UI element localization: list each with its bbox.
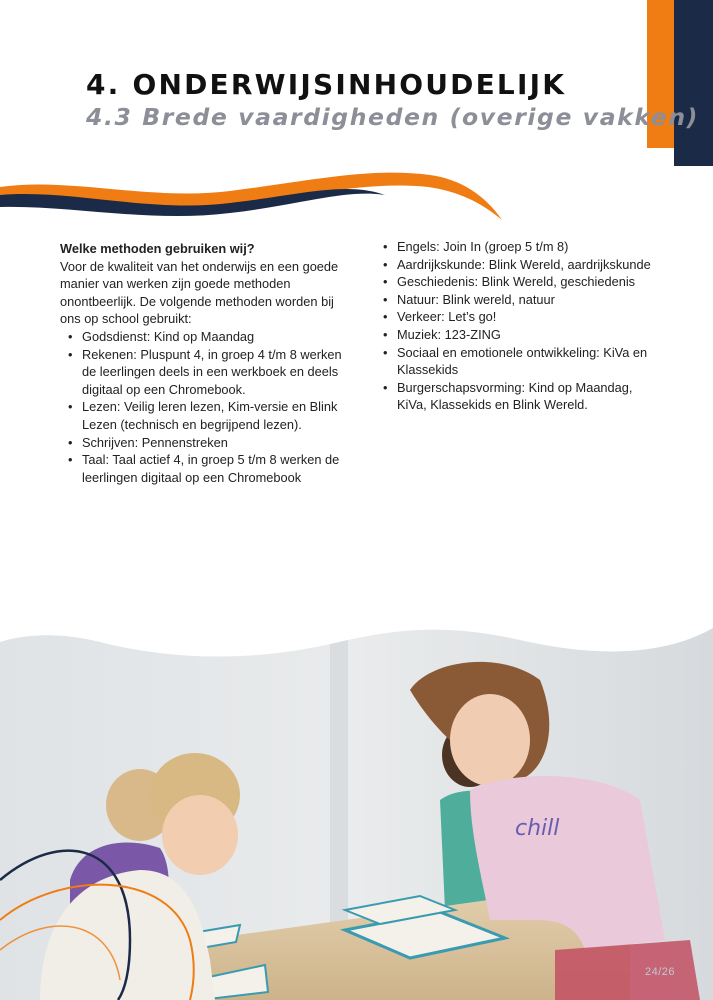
page-title: 4. ONDERWIJSINHOUDELIJK [86,68,567,101]
methods-list-right [375,238,665,414]
svg-text:chill: chill [515,816,560,841]
methods-column-left [60,240,350,486]
accent-bar-navy [674,0,713,166]
wave-swoosh-decoration [0,165,520,230]
classroom-photo [0,620,713,1000]
list-item: • Lezen: Veilig leren lezen, Kim-versie en Blink Lezen (technisch en begrijpend lezen). [82,398,350,433]
methods-column-right [375,238,665,414]
list-item: • Aardrijkskunde: Blink Wereld, aardrijkskunde [397,256,665,274]
methods-intro: Voor de kwaliteit van het onderwijs en een goede manier van werken zijn goede methoden onontbeerlijk. De volgende methoden worden bij ons op school gebruikt: [60,258,339,327]
list-item: • Engels: Join In (groep 5 t/m 8) [397,238,665,256]
list-item: • Taal: Taal actief 4, in groep 5 t/m 8 werken de leerlingen digitaal op een Chromebook [82,451,350,486]
methods-list-left [60,328,350,486]
list-item: • Rekenen: Pluspunt 4, in groep 4 t/m 8 werken de leerlingen deels in een werkboek en deels digitaal op een Chromebook. [82,346,350,399]
list-item: • Burgerschapsvorming: Kind op Maandag, KiVa, Klassekids en Blink Wereld. [397,379,665,414]
list-item: • Verkeer: Let’s go! [397,308,665,326]
methods-heading: Welke methoden gebruiken wij? [60,241,255,256]
list-item: • Geschiedenis: Blink Wereld, geschiedenis [397,273,665,291]
page-subtitle: 4.3 Brede vaardigheden (overige vakken) [86,103,699,131]
page-number: 24/26 [645,966,676,978]
list-item: • Natuur: Blink wereld, natuur [397,291,665,309]
list-item: • Sociaal en emotionele ontwikkeling: KiVa en Klassekids [397,344,665,379]
list-item: • Schrijven: Pennenstreken [82,434,350,452]
list-item: • Godsdienst: Kind op Maandag [82,328,350,346]
list-item: • Muziek: 123-ZING [397,326,665,344]
